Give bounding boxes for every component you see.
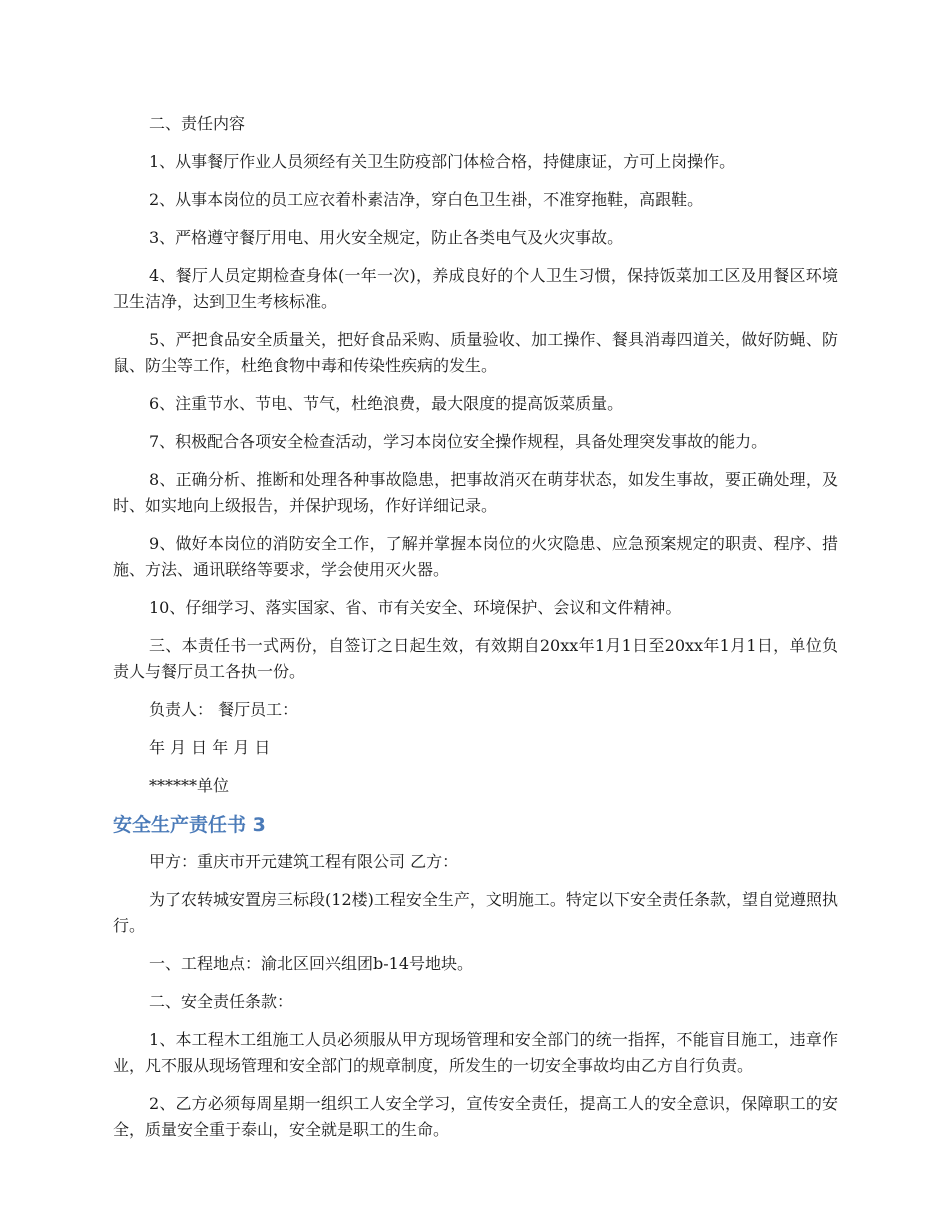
responsibility-item: 1、从事餐厅作业人员须经有关卫生防疫部门体检合格，持健康证，方可上岗操作。 [149, 152, 736, 171]
clauses-title: 二、安全责任条款： [149, 992, 294, 1011]
intro-paragraph: 为了农转城安置房三标段(12楼)工程安全生产，文明施工。特定以下安全责任条款，望自觉遵照执行。 [113, 890, 838, 935]
document-heading: 安全生产责任书 3 [113, 814, 266, 836]
signature-unit: ******单位 [149, 776, 230, 795]
responsibility-item: 7、积极配合各项安全检查活动，学习本岗位安全操作规程，具备处理突发事故的能力。 [149, 432, 768, 451]
responsibility-item: 4、餐厅人员定期检查身体(一年一次)，养成良好的个人卫生习惯，保持饭菜加工区及用餐区环境卫生洁净，达到卫生考核标准。 [113, 266, 838, 311]
signature-line: 负责人： 餐厅员工： [149, 700, 299, 719]
parties-line: 甲方：重庆市开元建筑工程有限公司 乙方： [149, 852, 459, 871]
responsibility-item: 2、从事本岗位的员工应衣着朴素洁净，穿白色卫生褂，不准穿拖鞋，高跟鞋。 [149, 190, 704, 209]
section-title: 二、责任内容 [149, 114, 246, 133]
responsibility-item: 10、仔细学习、落实国家、省、市有关安全、环境保护、会议和文件精神。 [149, 598, 682, 617]
responsibility-item: 8、正确分析、推断和处理各种事故隐患，把事故消灭在萌芽状态，如发生事故，要正确处理，及时、如实地向上级报告，并保护现场，作好详细记录。 [113, 470, 838, 515]
clause-item: 1、本工程木工组施工人员必须服从甲方现场管理和安全部门的统一指挥，不能盲目施工，违章作业，凡不服从现场管理和安全部门的规章制度，所发生的一切安全事故均由乙方自行负责。 [113, 1030, 838, 1075]
clause-item: 2、乙方必须每周星期一组织工人安全学习，宣传安全责任，提高工人的安全意识，保障职工的安全，质量安全重于泰山，安全就是职工的生命。 [113, 1094, 838, 1139]
responsibility-item: 3、严格遵守餐厅用电、用火安全规定，防止各类电气及火灾事故。 [149, 228, 624, 247]
responsibility-item: 5、严把食品安全质量关，把好食品采购、质量验收、加工操作、餐具消毒四道关，做好防蝇、防鼠、防尘等工作，杜绝食物中毒和传染性疾病的发生。 [113, 330, 838, 375]
signature-date: 年 月 日 年 月 日 [149, 738, 271, 757]
responsibility-item: 9、做好本岗位的消防安全工作，了解并掌握本岗位的火灾隐患、应急预案规定的职责、程序、措施、方法、通讯联络等要求，学会使用灭火器。 [113, 534, 838, 579]
responsibility-item: 6、注重节水、节电、节气，杜绝浪费，最大限度的提高饭菜质量。 [149, 394, 624, 413]
location-paragraph: 一、工程地点：渝北区回兴组团b-14号地块。 [149, 954, 474, 973]
validity-paragraph: 三、本责任书一式两份，自签订之日起生效，有效期自20xx年1月1日至20xx年1月1日，单位负责人与餐厅员工各执一份。 [113, 636, 838, 681]
document-page [113, 111, 838, 1155]
